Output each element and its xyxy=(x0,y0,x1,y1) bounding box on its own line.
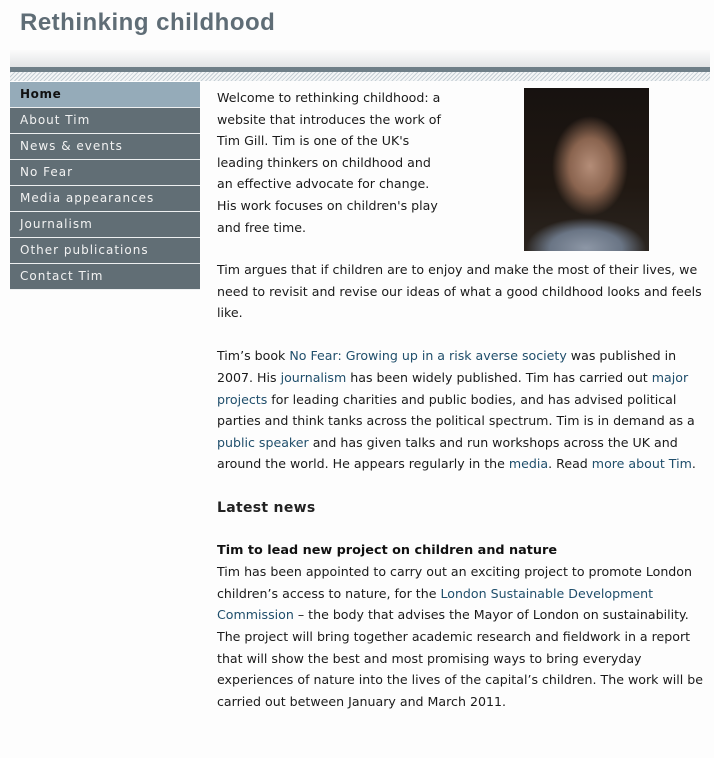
header-striped-band xyxy=(10,72,710,81)
text: Tim has been appointed to carry out an exciting project to promote London children’s access to nature, for the xyxy=(217,564,692,601)
public-speaker-link[interactable]: public speaker xyxy=(217,434,309,450)
media-link[interactable]: media xyxy=(508,456,549,472)
sidebar-item-media-appearances[interactable]: Media appearances xyxy=(10,186,200,212)
argument-paragraph: Tim argues that if children are to enjoy and make the most of their lives, we need to revisit and revise our ideas of what a good childhood looks and feels like. xyxy=(217,262,702,321)
intro-section xyxy=(217,87,707,259)
bio-paragraph xyxy=(217,345,707,475)
text: has been widely published. Tim has carried out xyxy=(346,369,652,385)
sidebar-item-news-events[interactable]: News & events xyxy=(10,134,200,160)
sidebar-item-other-publications[interactable]: Other publications xyxy=(10,238,200,264)
text: . Read xyxy=(548,456,592,472)
major-projects-link[interactable]: major projects xyxy=(217,369,689,407)
text: and has given talks and run workshops across the UK and around the world. He appears regularly in the xyxy=(217,434,678,472)
header-gradient-band xyxy=(10,50,710,67)
text: – the body that advises the Mayor of London on sustainability. The project will bring together academic research and fieldwork in a report that will show the best and most promising ways to bring everyday experiences of nature into the lives of the capital’s children. The work will be carried out between January and March 2011. xyxy=(217,607,703,709)
text: Tim’s book xyxy=(217,348,290,364)
news-item-title: Tim to lead new project on children and nature xyxy=(217,542,558,558)
portrait-image xyxy=(524,88,649,251)
sidebar-item-contact-tim[interactable]: Contact Tim xyxy=(10,264,200,290)
main-content xyxy=(217,87,707,734)
latest-news-heading: Latest news xyxy=(217,499,316,516)
sidebar-nav xyxy=(10,82,200,290)
site-header xyxy=(0,0,714,52)
sidebar-item-about-tim[interactable]: About Tim xyxy=(10,108,200,134)
text: . xyxy=(691,456,696,472)
news-item-body xyxy=(217,561,707,712)
sidebar-item-journalism[interactable]: Journalism xyxy=(10,212,200,238)
intro-paragraph: Welcome to rethinking childhood: a website that introduces the work of Tim Gill. Tim is one of the UK's leading thinkers on childhood and an effective advocate for change. His work focuses on children's play and free time. xyxy=(217,90,441,235)
sidebar-item-home[interactable]: Home xyxy=(10,82,200,108)
text: for leading charities and public bodies, and has advised political parties and think tanks across the political spectrum. Tim is in demand as a xyxy=(217,391,695,429)
site-title[interactable]: Rethinking childhood xyxy=(20,9,276,36)
text: was published in 2007. His xyxy=(217,348,677,385)
london-sustainable-development-commission-link[interactable]: London Sustainable Development Commission xyxy=(217,585,654,623)
no-fear-book-link[interactable]: No Fear: Growing up in a risk averse society xyxy=(289,348,567,364)
journalism-link[interactable]: journalism xyxy=(280,369,347,385)
sidebar-item-no-fear[interactable]: No Fear xyxy=(10,160,200,186)
more-about-tim-link[interactable]: more about Tim xyxy=(591,456,692,472)
news-item xyxy=(217,540,707,713)
